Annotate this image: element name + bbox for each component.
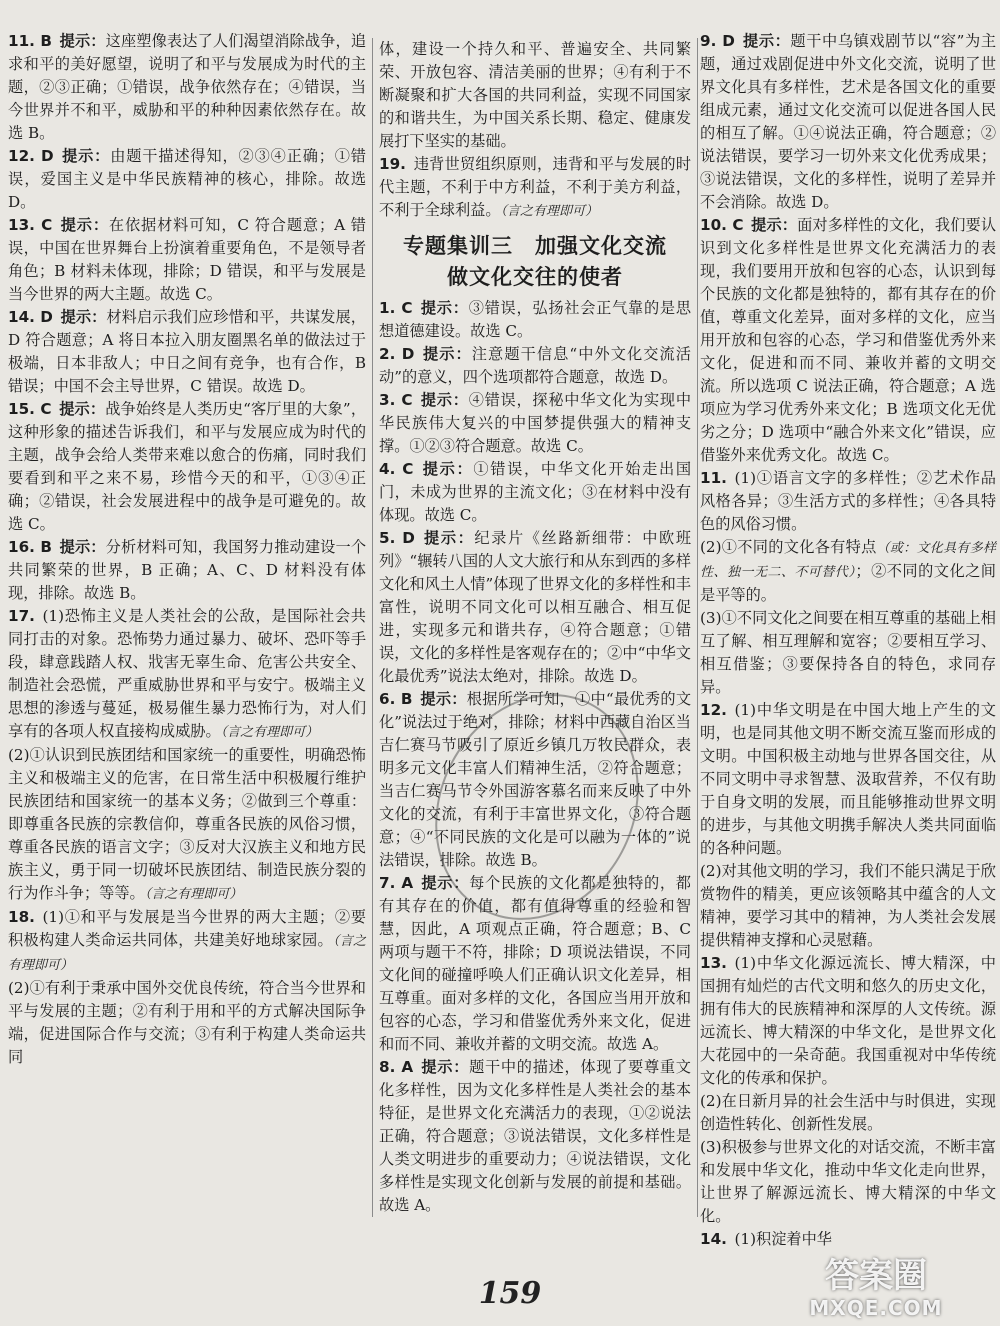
- watermark-url: MXQE.COM: [809, 1296, 943, 1320]
- answer-entry: [700, 214, 996, 467]
- middle-bottom-entries: [379, 297, 691, 1217]
- hint-label: 提示：: [421, 460, 474, 478]
- answer-text: ③错误，弘扬社会正气靠的是思想道德建设。故选 C。: [379, 299, 692, 340]
- answer-text: 题干中的描述，体现了要尊重文化多样性，因为文化多样性是人类社会的基本特征，是世界文化充满活力的表现，①②说法正确，符合题意；③说法错误，文化多样性是人类文明进步的重要动力；④说法错误，文化多样性是实现文化创新与发展的前提和基础。故选 A。: [379, 1058, 691, 1214]
- answer-entry: [8, 536, 366, 605]
- answer-number: 17.: [8, 607, 35, 625]
- hint-label: 提示：: [751, 216, 798, 234]
- watermark-logo: [758, 1256, 994, 1324]
- answer-entry: [700, 1228, 996, 1251]
- answer-number: 13. C: [8, 216, 53, 234]
- answer-entry: [8, 605, 366, 744]
- answer-text: (2)①认识到民族团结和国家统一的重要性，明确恐怖主义和极端主义的危害，在日常生活中积极履行维护民族团结和国家统一的基本义务；②做到三个尊重：即尊重各民族的宗教信仰，尊重各民族的风俗习惯，尊重各民族的语言文字；③反对大汉族主义和地方民族主义，勇于同一切破坏民族团结、制造民族分裂的行为作斗争；等等。: [8, 746, 366, 902]
- answer-entry: [8, 214, 366, 306]
- answer-number: 13.: [700, 954, 727, 972]
- answer-note: （或：文化具有多样性、独一无二、不可替代）: [700, 541, 996, 580]
- hint-label: 提示：: [420, 391, 469, 409]
- hint-label: 提示：: [420, 690, 467, 708]
- answer-number: 10. C: [700, 216, 744, 234]
- hint-label: 提示：: [420, 1058, 470, 1076]
- column-left: [8, 30, 366, 1069]
- answer-number: 6. B: [379, 690, 413, 708]
- middle-top-entries: [379, 38, 691, 223]
- answer-text: 每个民族的文化都是独特的，都有其存在的价值，都有值得尊重的经验和智慧，因此，A 项观点正确，符合题意；B、C 两项与题干不符，排除；D 项说法错误，不同文化间的碰撞呼唤人们正确认识文化差异，相互尊重。面对多样的文化，各国应当用开放和包容的心态，学习和借鉴优秀外来文化，促进和而不同、兼收并蓄的文明交流。故选 A。: [379, 874, 691, 1053]
- answer-text: (2)对其他文明的学习，我们不能只满足于欣赏物件的精美，更应该领略其中蕴含的人文精神，要学习其中的精神，为人类社会发展提供精神支撑和心灵慰藉。: [700, 862, 996, 949]
- answer-text: (1)中华文化源远流长、博大精深，中国拥有灿烂的古代文明和悠久的历史文化，拥有伟大的民族精神和深厚的人文传统。源远流长、博大精深的中华文化，是世界文化大花园中的一朵奇葩。我国重视对中华传统文化的传承和保护。: [700, 954, 996, 1087]
- answer-number: 5. D: [379, 529, 415, 547]
- answer-entry: [8, 145, 366, 214]
- page-number: 159: [478, 1276, 542, 1311]
- answer-entry: [8, 977, 366, 1069]
- answer-entry: [8, 906, 366, 977]
- answer-entry: [379, 688, 691, 872]
- answer-entry: [379, 872, 691, 1056]
- answer-text: 面对多样性的文化，我们要认识到文化多样性是世界文化充满活力的表现，我们要用开放和包容的心态，认识到每个民族的文化都是独特的，都有其存在的价值，尊重文化差异，面对多样的文化，应当用开放和包容的心态，学习和借鉴优秀外来文化，促进和而不同、兼收并蓄的文明交流。所以选项 C 说法正确，符合题意；A 选项应为学习优秀外来文化；B 选项文化无优劣之分；D 选项中“融合外来文化”错误，应借鉴外来优秀文化。故选 C。: [700, 216, 997, 464]
- answer-number: 12.: [700, 701, 727, 719]
- hint-label: 提示：: [420, 299, 469, 317]
- hint-label: 提示：: [59, 400, 106, 418]
- hint-label: 提示：: [422, 529, 475, 547]
- answer-number: 11.: [700, 469, 727, 487]
- answer-entry: [700, 607, 996, 699]
- answer-text: (1)积淀着中华: [734, 1230, 832, 1248]
- answer-text: (3)积极参与世界文化的对话交流，不断丰富和发展中华文化，推动中华文化走向世界，让世界了解源远流长、博大精深的中华文化。: [700, 1138, 996, 1225]
- watermark-title: 答案圈: [825, 1256, 927, 1296]
- answer-number: 14. D: [8, 308, 53, 326]
- answer-number: 4. C: [379, 460, 414, 478]
- answer-entry: [379, 527, 691, 688]
- hint-label: 提示：: [60, 308, 107, 326]
- answer-text: (2)①不同的文化各有特点: [700, 538, 877, 556]
- answer-note: （言之有理即可）: [220, 725, 319, 740]
- answer-entry: [700, 699, 996, 860]
- answer-number: 1. C: [379, 299, 413, 317]
- answer-number: 19.: [379, 155, 406, 173]
- answer-text: 材料启示我们应珍惜和平，共谋发展，D 符合题意；A 将日本拉入朋友圈黑名单的做法过于极端，日本非敌人；中日之间有竞争，也有合作，B 错误；中国不会主导世界，C 错误。故选 D。: [8, 308, 366, 395]
- answer-entry: [379, 153, 691, 223]
- answer-number: 18.: [8, 908, 35, 926]
- answer-entry: [379, 389, 691, 458]
- answer-entry: [700, 1136, 996, 1228]
- hint-label: 提示：: [421, 345, 472, 363]
- hint-label: 提示：: [61, 147, 111, 165]
- answer-entry: [379, 343, 691, 389]
- answer-note: （言之有理即可）: [8, 934, 366, 973]
- answer-entry: [379, 458, 691, 527]
- answer-entry: [700, 467, 996, 536]
- section-heading-line1: 专题集训三 加强文化交流: [403, 234, 667, 258]
- answer-text: (3)①不同文化之间要在相互尊重的基础上相互了解、相互理解和宽容；②要相互学习、相互借鉴；③要保持各自的特色，求同存异。: [700, 609, 996, 696]
- section-heading: [379, 231, 691, 293]
- answer-text: ④错误，探秘中华文化为实现中华民族伟大复兴的中国梦提供强大的精神支撑。①②③符合题意。故选 C。: [379, 391, 692, 455]
- answer-number: 14.: [700, 1230, 727, 1248]
- answer-entry: [8, 744, 366, 906]
- hint-label: 提示：: [420, 874, 470, 892]
- answer-entry: [379, 297, 691, 343]
- answer-entry: [700, 952, 996, 1090]
- answer-number: 16. B: [8, 538, 52, 556]
- answer-number: 11. B: [8, 32, 52, 50]
- answer-number: 12. D: [8, 147, 54, 165]
- answer-text: 注意题干信息“中外文化交流活动”的意义，四个选项都符合题意，故选 D。: [379, 345, 691, 386]
- answer-text: 在依据材料可知，C 符合题意；A 错误，中国在世界舞台上扮演着重要角色，不是领导者角色；B 材料未体现，排除；D 错误，和平与发展是当今世界的两大主题。故选 C。: [8, 216, 366, 303]
- answer-entry: [700, 1090, 996, 1136]
- answer-entry: [379, 38, 691, 153]
- answer-text: 题干中乌镇戏剧节以“容”为主题，通过戏剧促进中外文化交流，说明了世界文化具有多样性，艺术是各国文化的重要组成元素，通过文化交流可以促进各国人民的相互了解。①④说法正确，符合题意；②说法错误，要学习一切外来文化优秀成果；③说法错误，文化的多样性，说明了差异并不会消除。故选 D。: [700, 32, 997, 211]
- answer-text: (1)中华文明是在中国大地上产生的文明，也是同其他文明不断交流互鉴而形成的文明。中国积极主动地与世界各国交往，从不同文明中寻求智慧、汲取营养，不仅有助于自身文明的发展，而且能够推动世界文明的进步，与其他文明携手解决人类共同面临的各种问题。: [700, 701, 996, 857]
- answer-text: (1)①和平与发展是当今世界的两大主题；②要积极构建人类命运共同体，共建美好地球家园。: [8, 908, 366, 949]
- answer-number: 9. D: [700, 32, 735, 50]
- answer-number: 15. C: [8, 400, 52, 418]
- column-right: [700, 30, 996, 1251]
- answer-note: （言之有理即可）: [144, 887, 243, 902]
- answer-text: 战争始终是人类历史“客厅里的大象”，这种形象的描述告诉我们，和平与发展应成为时代的主题，战争会给人类带来难以愈合的伤痛，同时我们要看到和平之来不易，珍惜今天的和平，①③④正确；②错误，社会发展进程中的战争是可避免的。故选 C。: [8, 400, 367, 533]
- answer-text: 这座塑像表达了人们渴望消除战争，追求和平的美好愿望，说明了和平与发展成为时代的主题，②③正确；①错误，战争依然存在；④错误，当今世界并不和平，威胁和平的种种因素依然存在。故选 B。: [8, 32, 367, 142]
- answer-entry: [8, 398, 366, 536]
- hint-label: 提示：: [742, 32, 791, 50]
- answer-entry: [379, 1056, 691, 1217]
- answer-number: 8. A: [379, 1058, 414, 1076]
- answer-entry: [700, 536, 996, 607]
- answer-text: ①错误，中华文化开始走出国门，未成为世界的主流文化；③在材料中没有体现。故选 C。: [379, 460, 692, 524]
- answer-note: （言之有理即可）: [500, 204, 599, 219]
- answer-text: (1)①语言文字的多样性；②艺术作品风格各异；③生活方式的多样性；④各具特色的风俗习惯。: [700, 469, 996, 533]
- hint-label: 提示：: [59, 32, 106, 50]
- section-heading-line2: 做文化交往的使者: [447, 265, 623, 289]
- answer-entry: [700, 30, 996, 214]
- column-middle: [372, 38, 698, 1217]
- answer-text: (2)①有利于秉承中国外交优良传统，符合当今世界和平与发展的主题；②有利于用和平的方式解决国际争端，促进国际合作与交流；③有利于构建人类命运共同: [8, 979, 366, 1066]
- answer-entry: [8, 30, 366, 145]
- answer-text: 分析材料可知，我国努力推动建设一个共同繁荣的世界，B 正确；A、C、D 材料没有体现，排除。故选 B。: [8, 538, 367, 602]
- answer-number: 2. D: [379, 345, 415, 363]
- answer-text: 纪录片《丝路新细带：中欧班列》“辗转八国的人文大旅行和从东到西的多样文化和风土人情”体现了世界文化的多样性和丰富性，说明不同文化可以相互融合、相互促进，实现多元和谐共存，④符合题意；①错误，文化的多样性是客观存在的；②中“中华文化最优秀”说法太绝对，排除。故选 D。: [379, 529, 692, 685]
- answer-text: 体，建设一个持久和平、普遍安全、共同繁荣、开放包容、清洁美丽的世界；④有利于不断凝聚和扩大各国的共同利益，实现不同国家的和谐共生，为中国关系长期、稳定、健康发展打下坚实的基础。: [379, 40, 691, 150]
- answer-text: (2)在日新月异的社会生活中与时俱进，实现创造性转化、创新性发展。: [700, 1092, 996, 1133]
- answer-number: 3. C: [379, 391, 413, 409]
- answer-text: 根据所学可知，①中“最优秀的文化”说法过于绝对，排除；材料中西藏自治区当吉仁赛马节吸引了原近乡镇几万牧民群众，表明多元文化丰富人们精神生活，②符合题意；当吉仁赛马节令外国游客慕名而来反映了中外文化的交流，有利于丰富世界文化，③符合题意；④“不同民族的文化是可以融为一体的”说法错误，排除。故选 B。: [379, 690, 692, 869]
- hint-label: 提示：: [59, 538, 106, 556]
- answer-entry: [8, 306, 366, 398]
- answer-text: (1)恐怖主义是人类社会的公敌，是国际社会共同打击的对象。恐怖势力通过暴力、破坏、恐吓等手段，肆意践踏人权、戕害无辜生命、危害公共安全、制造社会恐慌，严重威胁世界和平与安宁。极端主义思想的渗透与蔓延，极易催生暴力恐怖行为，对人们享有的各项人权直接构成威胁。: [8, 607, 366, 740]
- answer-text: 由题干描述得知，②③④正确；①错误，爱国主义是中华民族精神的核心，排除。故选 D。: [8, 147, 366, 211]
- answer-entry: [700, 860, 996, 952]
- hint-label: 提示：: [59, 216, 109, 234]
- answer-text: 违背世贸组织原则，违背和平与发展的时代主题，不利于中方利益，不利于美方利益，不利于全球利益。: [379, 155, 691, 219]
- answer-number: 7. A: [379, 874, 414, 892]
- answer-text-continued: ；②不同的文化之间是平等的。: [700, 562, 996, 604]
